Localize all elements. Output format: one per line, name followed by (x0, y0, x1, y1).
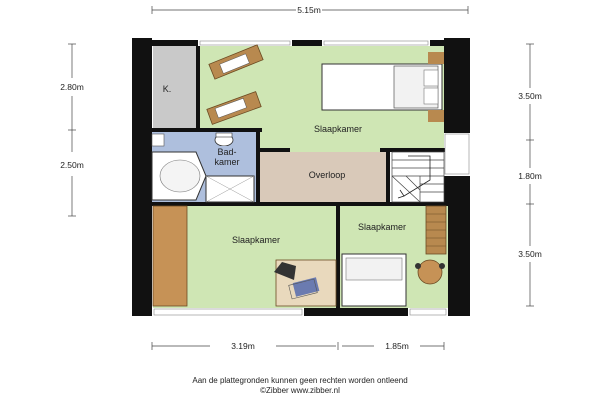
dim-right-mid: 1.80m (518, 171, 542, 181)
dim-right-top: 3.50m (518, 91, 542, 101)
wardrobe-right (426, 206, 446, 254)
dim-right-bottom: 3.50m (518, 249, 542, 259)
footer-copyright: ©Zibber www.zibber.nl (260, 386, 340, 395)
dim-bottom-left: 3.19m (231, 341, 255, 351)
wardrobe-left (153, 206, 187, 306)
toilet (215, 133, 233, 146)
dim-top-width: 5.15m (297, 5, 321, 15)
label-landing: Overloop (308, 170, 346, 180)
dim-left-lower: 2.50m (60, 160, 84, 170)
dim-left-upper: 2.80m (60, 82, 84, 92)
floor-storage (153, 46, 198, 130)
shower (206, 176, 254, 202)
label-top-bedroom: Slaapkamer (313, 124, 363, 134)
label-left-bedroom: Slaapkamer (231, 235, 281, 245)
single-bed (342, 254, 406, 306)
label-bathroom-1: Bad- (217, 147, 237, 157)
staircase (392, 152, 444, 202)
bathtub (152, 152, 206, 200)
label-right-bedroom: Slaapkamer (357, 222, 407, 232)
footer-disclaimer: Aan de plattegronden kunnen geen rechten worden ontleend (192, 376, 408, 385)
dim-bottom-right: 1.85m (385, 341, 409, 351)
bath-wall-sink (152, 134, 164, 146)
label-storage: K. (162, 84, 172, 94)
label-bathroom-2: kamer (214, 157, 240, 167)
